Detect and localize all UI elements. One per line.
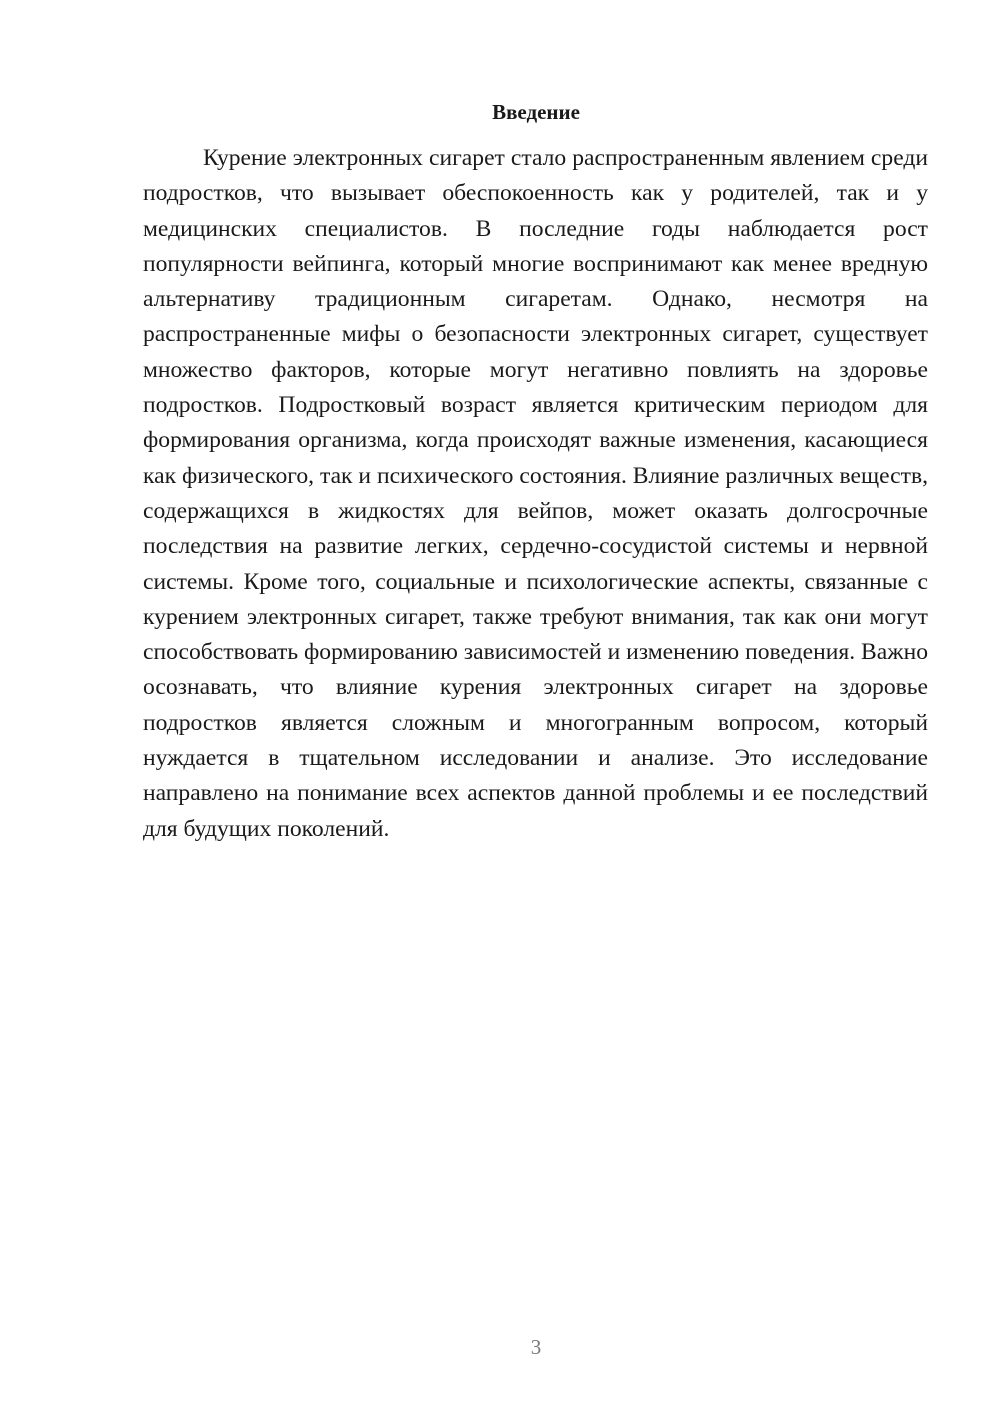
section-heading: Введение [492, 100, 580, 124]
body-paragraph: Курение электронных сигарет стало распространенным явлением среди подростков, что вызывает обеспокоенность как у родителей, так и у медицинских специалистов. В последние годы наблюдается рост популярности вейпинга, который многие воспринимают как менее вредную альтернативу традиционным сигаретам. Однако, несмотря на распространенные мифы о безопасности электронных сигарет, существует множество факторов, которые могут негативно повлиять на здоровье подростков. Подростковый возраст является критическим периодом для формирования организма, когда происходят важные изменения, касающиеся как физического, так и психического состояния. Влияние различных веществ, содержащихся в жидкостях для вейпов, может оказать долгосрочные последствия на развитие легких, сердечно-сосудистой системы и нервной системы. Кроме того, социальные и психологические аспекты, связанные с курением электронных сигарет, также требуют внимания, так как они могут способствовать формированию зависимостей и изменению поведения. Важно осознавать, что влияние курения электронных сигарет на здоровье подростков является сложным и многогранным вопросом, который нуждается в тщательном исследовании и анализе. Это исследование направлено на понимание всех аспектов данной проблемы и ее последствий для будущих поколений. [143, 145, 928, 842]
page-number: 3 [530, 1335, 542, 1359]
